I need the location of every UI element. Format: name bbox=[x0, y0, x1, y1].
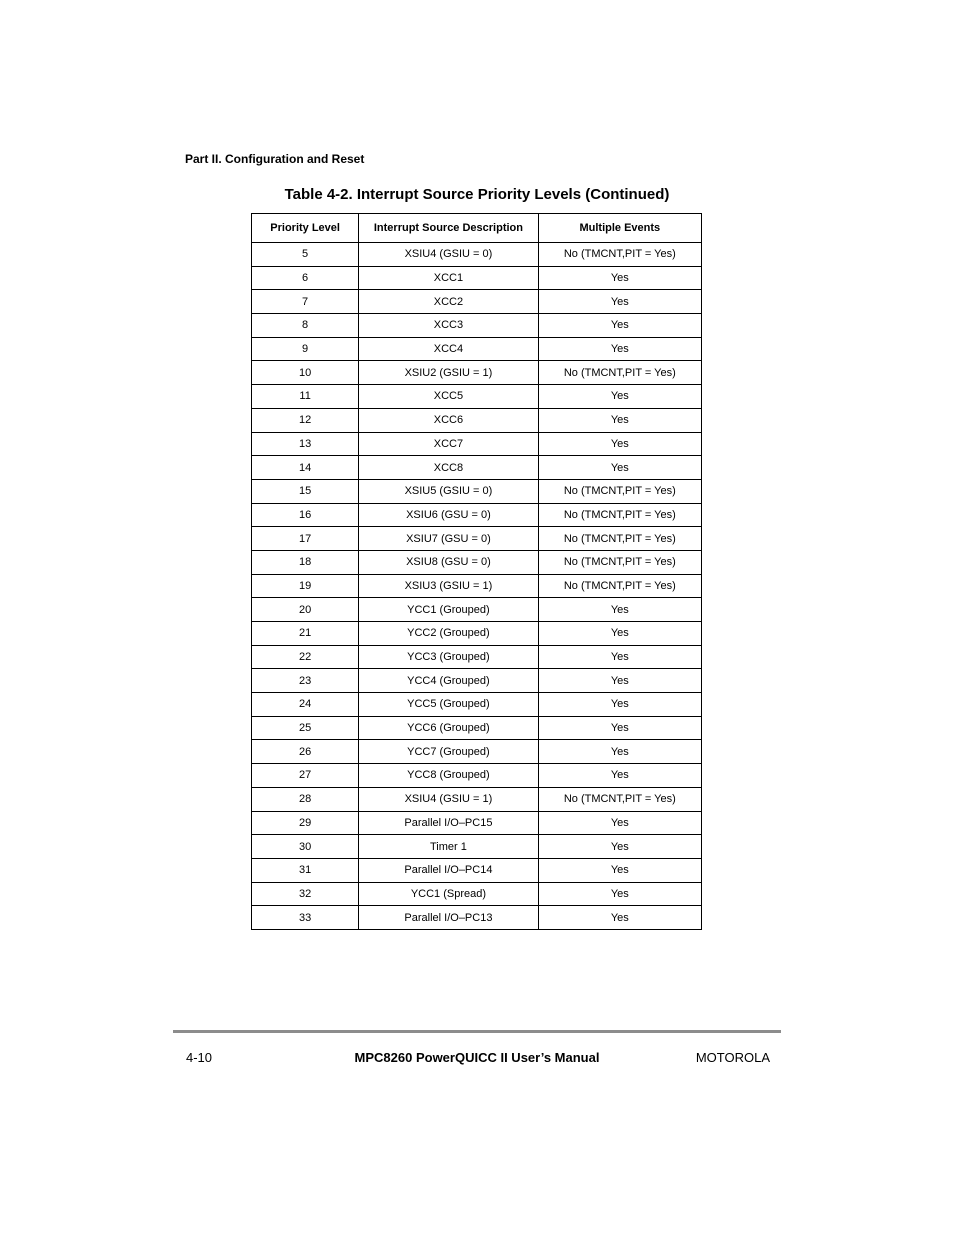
multiple-events-cell: Yes bbox=[538, 385, 701, 409]
interrupt-source-cell: XSIU8 (GSU = 0) bbox=[359, 550, 538, 574]
table-row bbox=[252, 432, 702, 456]
priority-level-cell: 27 bbox=[252, 764, 359, 788]
table-row bbox=[252, 550, 702, 574]
priority-level-cell: 13 bbox=[252, 432, 359, 456]
priority-level-cell: 20 bbox=[252, 598, 359, 622]
interrupt-source-cell: XSIU3 (GSIU = 1) bbox=[359, 574, 538, 598]
priority-level-cell: 21 bbox=[252, 622, 359, 646]
priority-level-cell: 30 bbox=[252, 835, 359, 859]
priority-level-cell: 15 bbox=[252, 479, 359, 503]
table-body bbox=[252, 243, 702, 930]
footer-divider bbox=[173, 1030, 781, 1033]
table-row bbox=[252, 479, 702, 503]
priority-level-cell: 6 bbox=[252, 266, 359, 290]
multiple-events-cell: Yes bbox=[538, 835, 701, 859]
table-row bbox=[252, 408, 702, 432]
multiple-events-cell: Yes bbox=[538, 693, 701, 717]
priority-level-cell: 18 bbox=[252, 550, 359, 574]
multiple-events-cell: Yes bbox=[538, 456, 701, 480]
footer-page-number: 4-10 bbox=[186, 1050, 213, 1065]
multiple-events-cell: Yes bbox=[538, 669, 701, 693]
interrupt-source-cell: XCC7 bbox=[359, 432, 538, 456]
table-row bbox=[252, 858, 702, 882]
priority-level-cell: 26 bbox=[252, 740, 359, 764]
interrupt-source-cell: YCC4 (Grouped) bbox=[359, 669, 538, 693]
interrupt-source-cell: XCC8 bbox=[359, 456, 538, 480]
multiple-events-cell: No (TMCNT,PIT = Yes) bbox=[538, 574, 701, 598]
multiple-events-cell: Yes bbox=[538, 290, 701, 314]
interrupt-source-cell: XSIU4 (GSIU = 0) bbox=[359, 243, 538, 267]
priority-level-cell: 17 bbox=[252, 527, 359, 551]
table-row bbox=[252, 835, 702, 859]
table-row bbox=[252, 764, 702, 788]
interrupt-source-cell: YCC7 (Grouped) bbox=[359, 740, 538, 764]
priority-level-cell: 31 bbox=[252, 858, 359, 882]
interrupt-source-cell: XCC6 bbox=[359, 408, 538, 432]
section-header: Part II. Configuration and Reset bbox=[185, 152, 365, 166]
table-row bbox=[252, 266, 702, 290]
multiple-events-cell: Yes bbox=[538, 598, 701, 622]
interrupt-source-cell: YCC5 (Grouped) bbox=[359, 693, 538, 717]
interrupt-source-cell: Parallel I/O–PC14 bbox=[359, 858, 538, 882]
table-row bbox=[252, 314, 702, 338]
priority-level-cell: 23 bbox=[252, 669, 359, 693]
table-row bbox=[252, 385, 702, 409]
table-row bbox=[252, 669, 702, 693]
priority-level-cell: 10 bbox=[252, 361, 359, 385]
interrupt-source-cell: XSIU4 (GSIU = 1) bbox=[359, 787, 538, 811]
priority-level-cell: 19 bbox=[252, 574, 359, 598]
table-row bbox=[252, 337, 702, 361]
multiple-events-cell: No (TMCNT,PIT = Yes) bbox=[538, 361, 701, 385]
table-row bbox=[252, 574, 702, 598]
priority-level-cell: 9 bbox=[252, 337, 359, 361]
interrupt-source-cell: XSIU5 (GSIU = 0) bbox=[359, 479, 538, 503]
priority-level-cell: 11 bbox=[252, 385, 359, 409]
priority-level-cell: 33 bbox=[252, 906, 359, 930]
table-row bbox=[252, 527, 702, 551]
priority-level-cell: 22 bbox=[252, 645, 359, 669]
priority-level-cell: 28 bbox=[252, 787, 359, 811]
multiple-events-cell: Yes bbox=[538, 266, 701, 290]
table-row bbox=[252, 716, 702, 740]
interrupt-source-cell: XCC1 bbox=[359, 266, 538, 290]
table-row bbox=[252, 906, 702, 930]
interrupt-source-cell: YCC1 (Spread) bbox=[359, 882, 538, 906]
table-row bbox=[252, 622, 702, 646]
table-row bbox=[252, 456, 702, 480]
interrupt-source-cell: YCC8 (Grouped) bbox=[359, 764, 538, 788]
priority-level-cell: 12 bbox=[252, 408, 359, 432]
multiple-events-cell: Yes bbox=[538, 811, 701, 835]
table-row bbox=[252, 787, 702, 811]
interrupt-source-cell: Parallel I/O–PC15 bbox=[359, 811, 538, 835]
table-row bbox=[252, 882, 702, 906]
multiple-events-cell: Yes bbox=[538, 622, 701, 646]
priority-level-cell: 14 bbox=[252, 456, 359, 480]
table-row bbox=[252, 503, 702, 527]
interrupt-source-cell: YCC1 (Grouped) bbox=[359, 598, 538, 622]
multiple-events-cell: No (TMCNT,PIT = Yes) bbox=[538, 527, 701, 551]
multiple-events-cell: Yes bbox=[538, 740, 701, 764]
interrupt-source-cell: XCC2 bbox=[359, 290, 538, 314]
priority-level-cell: 32 bbox=[252, 882, 359, 906]
multiple-events-cell: Yes bbox=[538, 408, 701, 432]
table-row bbox=[252, 598, 702, 622]
interrupt-source-cell: XSIU2 (GSIU = 1) bbox=[359, 361, 538, 385]
priority-level-cell: 29 bbox=[252, 811, 359, 835]
multiple-events-cell: Yes bbox=[538, 764, 701, 788]
interrupt-source-cell: XSIU6 (GSU = 0) bbox=[359, 503, 538, 527]
footer-company: MOTOROLA bbox=[695, 1050, 770, 1065]
priority-level-cell: 8 bbox=[252, 314, 359, 338]
multiple-events-cell: No (TMCNT,PIT = Yes) bbox=[538, 243, 701, 267]
priority-level-cell: 7 bbox=[252, 290, 359, 314]
table-row bbox=[252, 811, 702, 835]
multiple-events-cell: Yes bbox=[538, 716, 701, 740]
multiple-events-cell: Yes bbox=[538, 432, 701, 456]
interrupt-source-cell: Timer 1 bbox=[359, 835, 538, 859]
priority-level-cell: 24 bbox=[252, 693, 359, 717]
column-header-priority-level: Priority Level bbox=[252, 214, 359, 243]
table-row bbox=[252, 693, 702, 717]
interrupt-source-cell: XCC4 bbox=[359, 337, 538, 361]
table-title: Table 4-2. Interrupt Source Priority Levels (Continued) bbox=[284, 186, 670, 203]
interrupt-source-cell: Parallel I/O–PC13 bbox=[359, 906, 538, 930]
interrupt-source-cell: YCC3 (Grouped) bbox=[359, 645, 538, 669]
multiple-events-cell: Yes bbox=[538, 882, 701, 906]
multiple-events-cell: Yes bbox=[538, 645, 701, 669]
table-header-row bbox=[252, 214, 702, 243]
footer-manual-title: MPC8260 PowerQUICC II User’s Manual bbox=[354, 1050, 600, 1065]
column-header-multiple-events: Multiple Events bbox=[538, 214, 701, 243]
interrupt-source-cell: YCC6 (Grouped) bbox=[359, 716, 538, 740]
priority-level-cell: 5 bbox=[252, 243, 359, 267]
table-row bbox=[252, 361, 702, 385]
table-header bbox=[252, 214, 702, 243]
table-row bbox=[252, 290, 702, 314]
interrupt-source-cell: XCC3 bbox=[359, 314, 538, 338]
multiple-events-cell: Yes bbox=[538, 314, 701, 338]
priority-level-cell: 16 bbox=[252, 503, 359, 527]
interrupt-source-cell: XSIU7 (GSU = 0) bbox=[359, 527, 538, 551]
table-row bbox=[252, 645, 702, 669]
multiple-events-cell: No (TMCNT,PIT = Yes) bbox=[538, 787, 701, 811]
interrupt-source-cell: YCC2 (Grouped) bbox=[359, 622, 538, 646]
priority-level-cell: 25 bbox=[252, 716, 359, 740]
multiple-events-cell: Yes bbox=[538, 858, 701, 882]
multiple-events-cell: Yes bbox=[538, 906, 701, 930]
table-row bbox=[252, 243, 702, 267]
multiple-events-cell: Yes bbox=[538, 337, 701, 361]
table-row bbox=[252, 740, 702, 764]
multiple-events-cell: No (TMCNT,PIT = Yes) bbox=[538, 550, 701, 574]
interrupt-source-cell: XCC5 bbox=[359, 385, 538, 409]
priority-table bbox=[251, 213, 702, 930]
multiple-events-cell: No (TMCNT,PIT = Yes) bbox=[538, 503, 701, 527]
multiple-events-cell: No (TMCNT,PIT = Yes) bbox=[538, 479, 701, 503]
column-header-interrupt-source-description: Interrupt Source Description bbox=[359, 214, 538, 243]
